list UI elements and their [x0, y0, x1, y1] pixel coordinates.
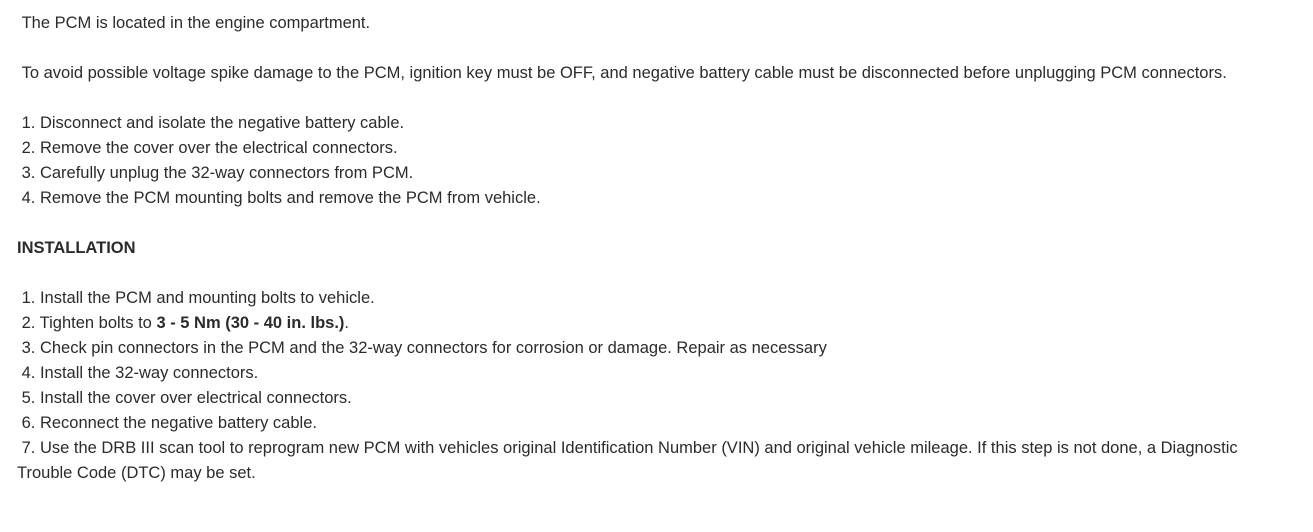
installation-heading: INSTALLATION — [17, 239, 136, 257]
spacer — [17, 86, 1282, 111]
installation-step-6: 6. Reconnect the negative battery cable. — [17, 414, 317, 432]
installation-steps-list — [17, 286, 1282, 486]
installation-step-7: 7. Use the DRB III scan tool to reprogram new PCM with vehicles original Identification Number (VIN) and original vehicle mileage. If this step is not done, a Diagnostic Trouble Code (DTC) may be set. — [17, 439, 1242, 482]
removal-step-4: 4. Remove the PCM mounting bolts and remove the PCM from vehicle. — [17, 189, 541, 207]
removal-step-3: 3. Carefully unplug the 32-way connectors from PCM. — [17, 164, 414, 182]
installation-step-1: 1. Install the PCM and mounting bolts to vehicle. — [17, 289, 375, 307]
removal-step-1: 1. Disconnect and isolate the negative battery cable. — [17, 114, 405, 132]
intro-location-text: The PCM is located in the engine compartment. — [17, 14, 371, 32]
spacer — [17, 211, 1282, 236]
installation-step-2-prefix: 2. Tighten bolts to — [17, 314, 157, 332]
installation-step-2 — [17, 311, 1282, 336]
spacer — [17, 36, 1282, 61]
installation-step-2-suffix: . — [344, 314, 350, 332]
removal-step-2: 2. Remove the cover over the electrical connectors. — [17, 139, 398, 157]
installation-step-3: 3. Check pin connectors in the PCM and the 32-way connectors for corrosion or damage. Repair as necessary — [17, 339, 827, 357]
document-body — [17, 11, 1282, 486]
installation-step-5: 5. Install the cover over electrical connectors. — [17, 389, 352, 407]
removal-steps-list — [17, 111, 1282, 211]
intro-warning-text: To avoid possible voltage spike damage to the PCM, ignition key must be OFF, and negative battery cable must be disconnected before unplugging PCM connectors. — [17, 64, 1227, 82]
installation-step-4: 4. Install the 32-way connectors. — [17, 364, 259, 382]
torque-spec: 3 - 5 Nm (30 - 40 in. lbs.) — [156, 314, 345, 332]
spacer — [17, 261, 1282, 286]
